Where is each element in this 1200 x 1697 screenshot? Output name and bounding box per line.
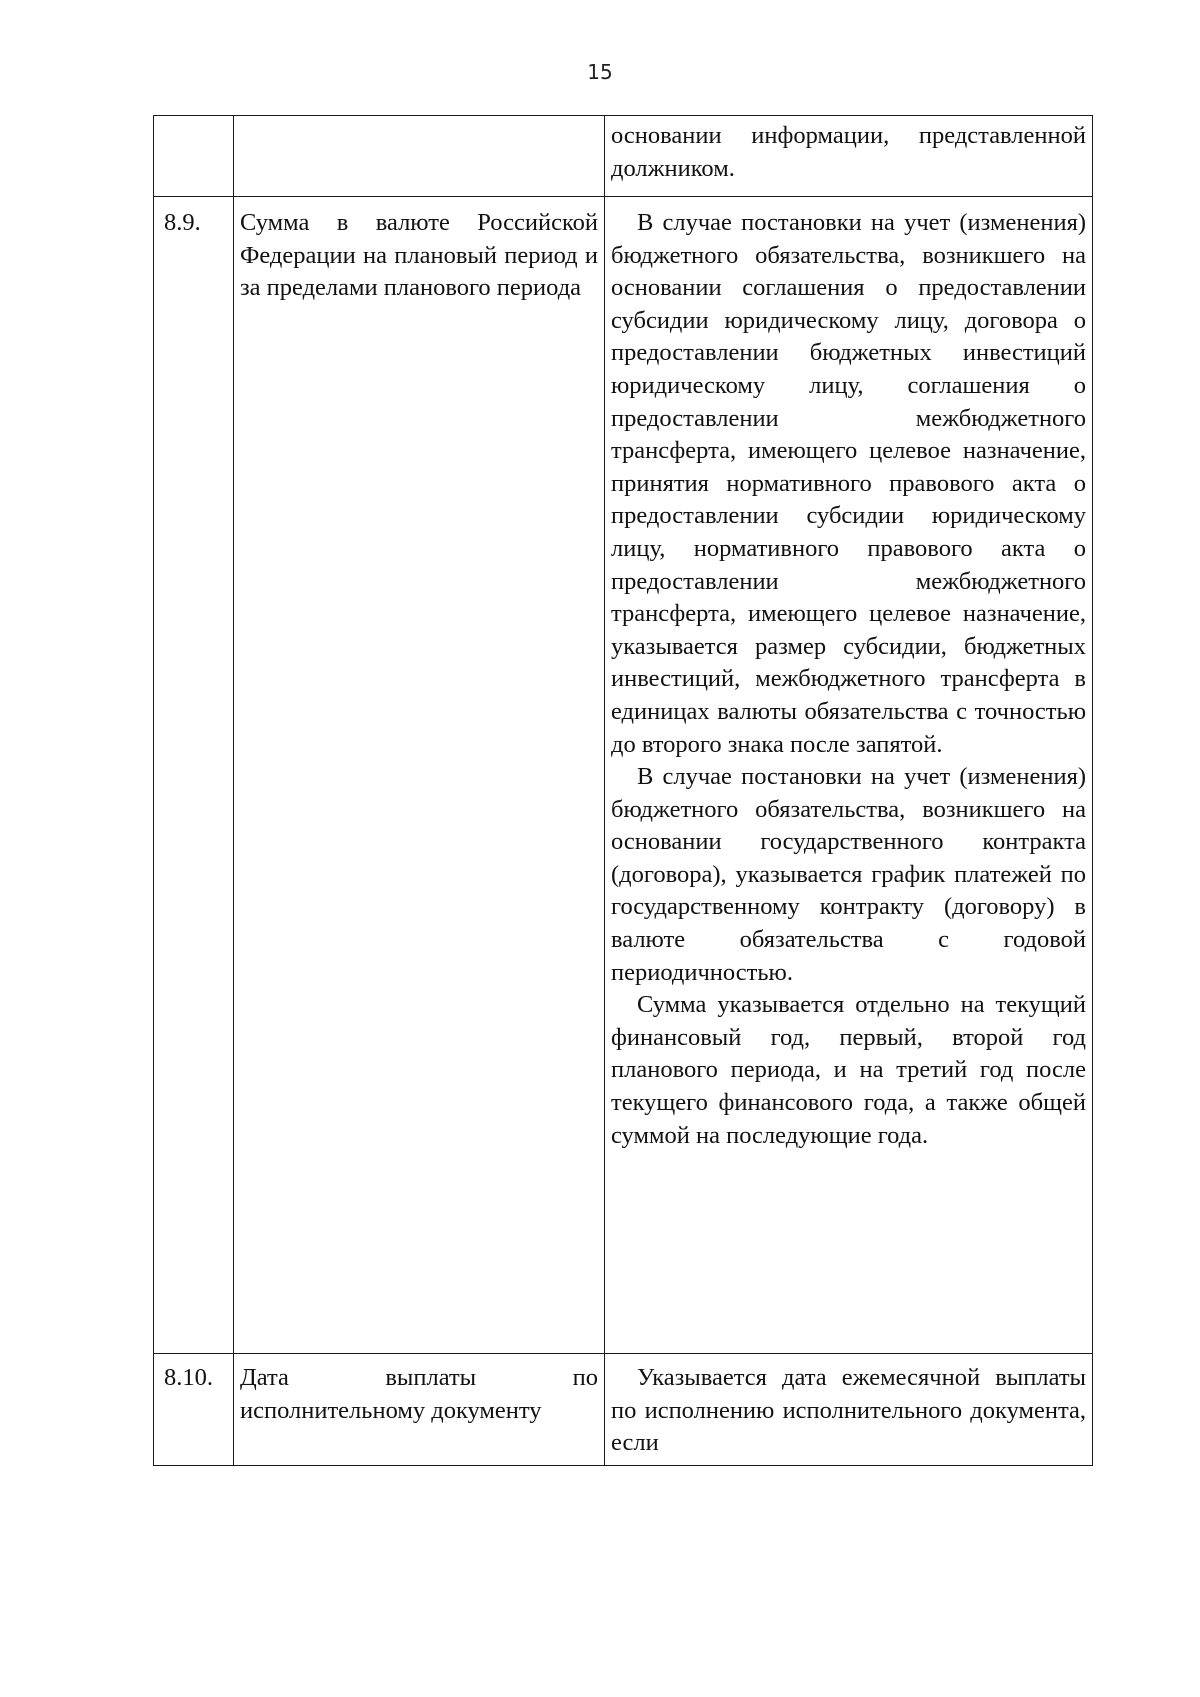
row-number: 8.10. bbox=[154, 1354, 234, 1466]
description-paragraph: основании информации, представленной должником. bbox=[611, 122, 1086, 182]
field-name: Сумма в валюте Российской Федерации на плановый период и за пределами планового периода bbox=[234, 197, 605, 1354]
description-paragraph: В случае постановки на учет (изменения) бюджетного обязательства, возникшего на основании государственного контракта (договора), указывается график платежей по государственному контракту (договору) в валюте обязательства с годовой периодичностью. bbox=[611, 763, 1086, 986]
description-paragraph: В случае постановки на учет (изменения) бюджетного обязательства, возникшего на основании соглашения о предоставлении субсидии юридическому лицу, договора о предоставлении бюджетных инвестиций юридическому лицу, соглашения о предоставлении межбюджетного трансферта, имеющего целевое назначение, принятия нормативного правового акта о предоставлении субсидии юридическому лицу, нормативного правового акта о предоставлении межбюджетного трансферта, имеющего целевое назначение, указывается размер субсидии, бюджетных инвестиций, межбюджетного трансферта в единицах валюты обязательства с точностью до второго знака после запятой. bbox=[611, 209, 1086, 758]
row-number bbox=[154, 116, 234, 197]
table-row bbox=[154, 197, 1093, 1354]
description-paragraph: Указывается дата ежемесячной выплаты по исполнению исполнительного документа, если bbox=[611, 1364, 1086, 1457]
requirements-table bbox=[153, 115, 1093, 1466]
field-description bbox=[605, 1354, 1093, 1466]
description-paragraph: Сумма указывается отдельно на текущий финансовый год, первый, второй год планового периода, и на третий год после текущего финансового года, а также общей суммой на последующие года. bbox=[611, 991, 1086, 1149]
field-name: Дата выплаты по исполнительному документу bbox=[234, 1354, 605, 1466]
field-name bbox=[234, 116, 605, 197]
table-row bbox=[154, 1354, 1093, 1466]
row-number: 8.9. bbox=[154, 197, 234, 1354]
table-row bbox=[154, 116, 1093, 197]
page-number: 15 bbox=[587, 60, 613, 84]
field-description bbox=[605, 116, 1093, 197]
field-description bbox=[605, 197, 1093, 1354]
